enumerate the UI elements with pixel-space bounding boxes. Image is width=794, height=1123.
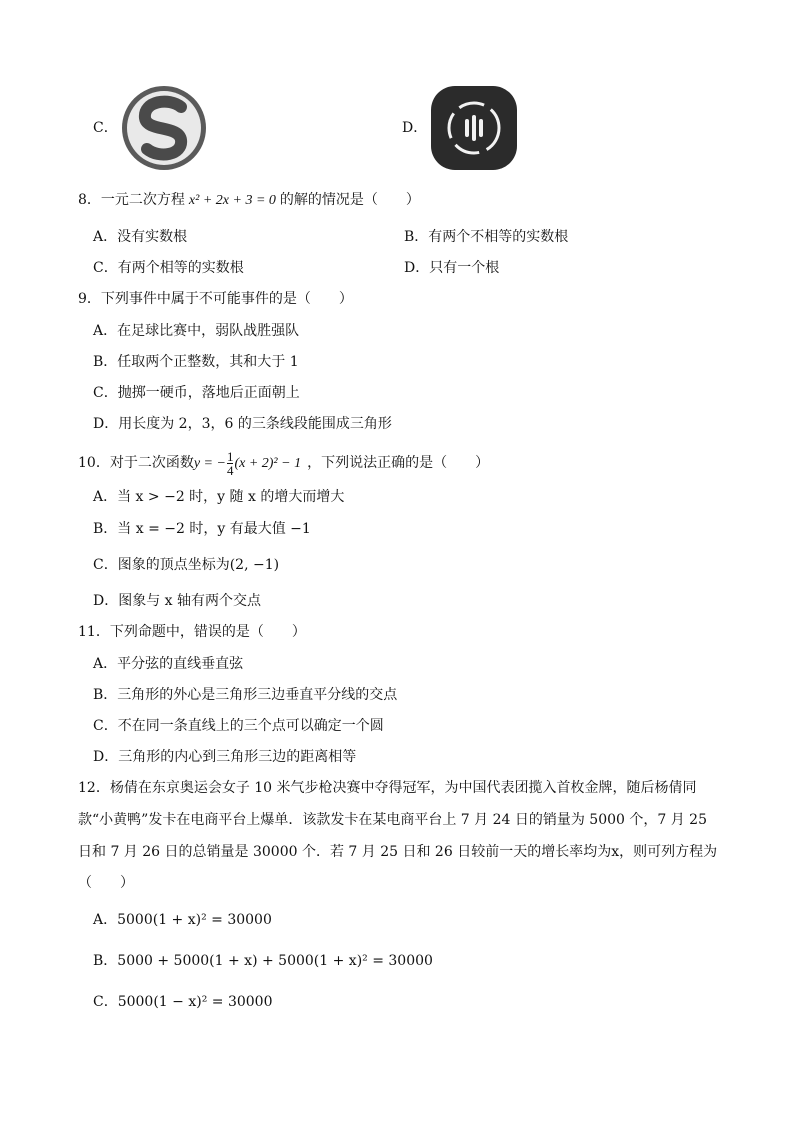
q12-option-c: C．5000(1 − x)² = 30000: [93, 994, 273, 1010]
q7-option-d-label: D．: [402, 120, 428, 136]
q11-option-a: A．平分弦的直线垂直弦: [93, 656, 244, 672]
q11-option-c: C．不在同一条直线上的三个点可以确定一个圆: [93, 718, 384, 734]
q9-option-b: B．任取两个正整数，其和大于 1: [93, 354, 299, 370]
voice-app-icon: [430, 85, 518, 171]
q11-option-b: B．三角形的外心是三角形三边垂直平分线的交点: [93, 687, 398, 703]
q10-option-a: A．当 x > −2 时，y 随 x 的增大而增大: [93, 489, 345, 505]
q10-option-d: D．图象与 x 轴有两个交点: [93, 593, 262, 609]
q12-stem-line-2: 款“小黄鸭”发卡在电商平台上爆单．该款发卡在某电商平台上 7 月 24 日的销量为 5000 个，7 月 25: [78, 812, 707, 828]
q8-stem: 8．一元二次方程 x² + 2x + 3 = 0 的解的情况是（ ）: [78, 192, 420, 208]
q8-option-b: B．有两个不相等的实数根: [404, 229, 569, 245]
q12-option-a: A．5000(1 + x)² = 30000: [93, 912, 272, 928]
s-logo-icon: [121, 85, 207, 171]
q9-option-a: A．在足球比赛中，弱队战胜强队: [93, 323, 300, 339]
q9-option-c: C．抛掷一硬币，落地后正面朝上: [93, 385, 300, 401]
q10-fraction: $\frac{1}{4}$: [226, 448, 234, 478]
q12-stem-line-4: （ ）: [78, 875, 134, 891]
q7-option-c-label: C．: [93, 120, 118, 136]
q12-option-b: B．5000 + 5000(1 + x) + 5000(1 + x)² = 30000: [93, 953, 433, 969]
q9-option-d: D．用长度为 2，3，6 的三条线段能围成三角形: [93, 416, 392, 432]
q10-option-b: B．当 x = −2 时，y 有最大值 −1: [93, 521, 311, 537]
q10-option-c: C．图象的顶点坐标为(2, −1): [93, 557, 280, 573]
q11-option-d: D．三角形的内心到三角形三边的距离相等: [93, 749, 357, 765]
q9-stem: 9．下列事件中属于不可能事件的是（ ）: [78, 291, 353, 307]
q8-equation: x² + 2x + 3 = 0: [188, 193, 276, 208]
q12-stem-line-1: 12．杨倩在东京奥运会女子 10 米气步枪决赛中夺得冠军，为中国代表团揽入首枚金牌，随后杨倩同: [78, 780, 697, 796]
q12-stem-line-3: 日和 7 月 26 日的总销量是 30000 个．若 7 月 25 日和 26 日较前一天的增长率均为x，则可列方程为: [78, 844, 718, 860]
q8-option-d: D．只有一个根: [404, 260, 500, 276]
q8-option-c: C．有两个相等的实数根: [93, 260, 244, 276]
q8-option-a: A．没有实数根: [93, 229, 188, 245]
q10-stem: 10．对于二次函数y = − $\frac{1}{4}$ (x + 2)² − 1 ，下列说法正确的是（ ）: [78, 448, 490, 478]
q11-stem: 11．下列命题中，错误的是（ ）: [78, 624, 306, 640]
